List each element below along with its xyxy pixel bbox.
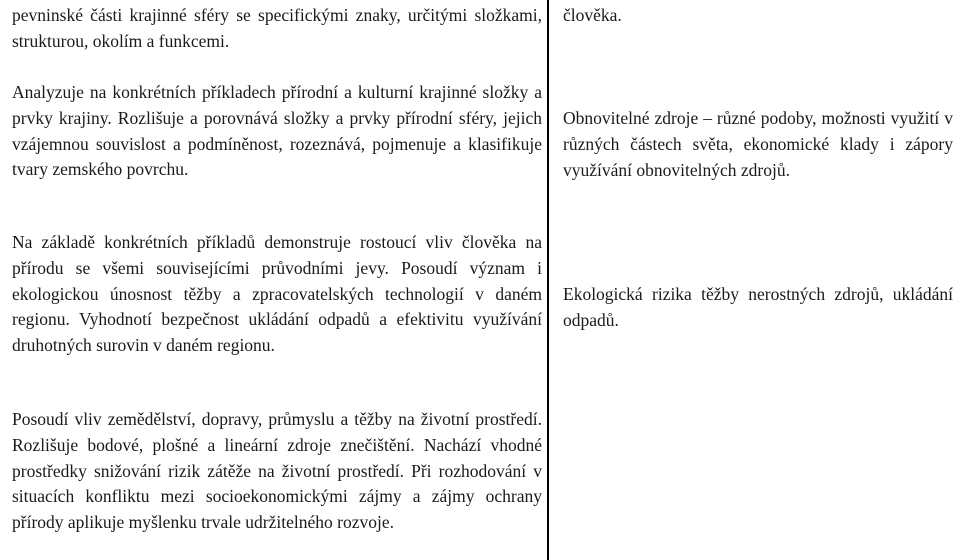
outcome-paragraph-4: Posoudí vliv zemědělství, dopravy, průmyslu a těžby na životní prostředí. Rozlišuje bodové, plošné a lineární zdroje znečištění. Nachází vhodné prostředky snižování rizik zátěže na životní prostředí. Při rozhodování v situacích konfliktu mezi socioekonomickými zájmy a zájmy ochrany přírody aplikuje myšlenku trvale udržitelného rozvoje.	[12, 409, 542, 533]
outcome-paragraph-1: pevninské části krajinné sféry se specifickými znaky, určitými složkami, strukturou, okolím a funkcemi.	[12, 5, 542, 51]
content-paragraph-1: člověka.	[563, 5, 622, 25]
outcome-paragraph-2: Analyzuje na konkrétních příkladech přírodní a kulturní krajinné složky a prvky krajiny. Rozlišuje a porovnává složky a prvky přírodní sféry, jejich vzájemnou souvislost a podmíněnost, rozeznává, pojmenuje a klasifikuje tvary zemského povrchu.	[12, 82, 542, 180]
content-paragraph-3: Ekologická rizika těžby nerostných zdrojů, ukládání odpadů.	[563, 284, 953, 330]
curriculum-content-column	[551, 0, 960, 560]
content-paragraph-2: Obnovitelné zdroje – různé podoby, možnosti využití v různých částech světa, ekonomické klady i zápory využívání obnovitelných zdrojů.	[563, 108, 953, 180]
outcome-paragraph-3: Na základě konkrétních příkladů demonstruje rostoucí vliv člověka na přírodu se všemi souvisejícími průvodními jevy. Posoudí význam i ekologickou únosnost těžby a zpracovatelských technologií v daném regionu. Vyhodnotí bezpečnost ukládání odpadů a efektivitu využívání druhotných surovin v daném regionu.	[12, 232, 542, 356]
